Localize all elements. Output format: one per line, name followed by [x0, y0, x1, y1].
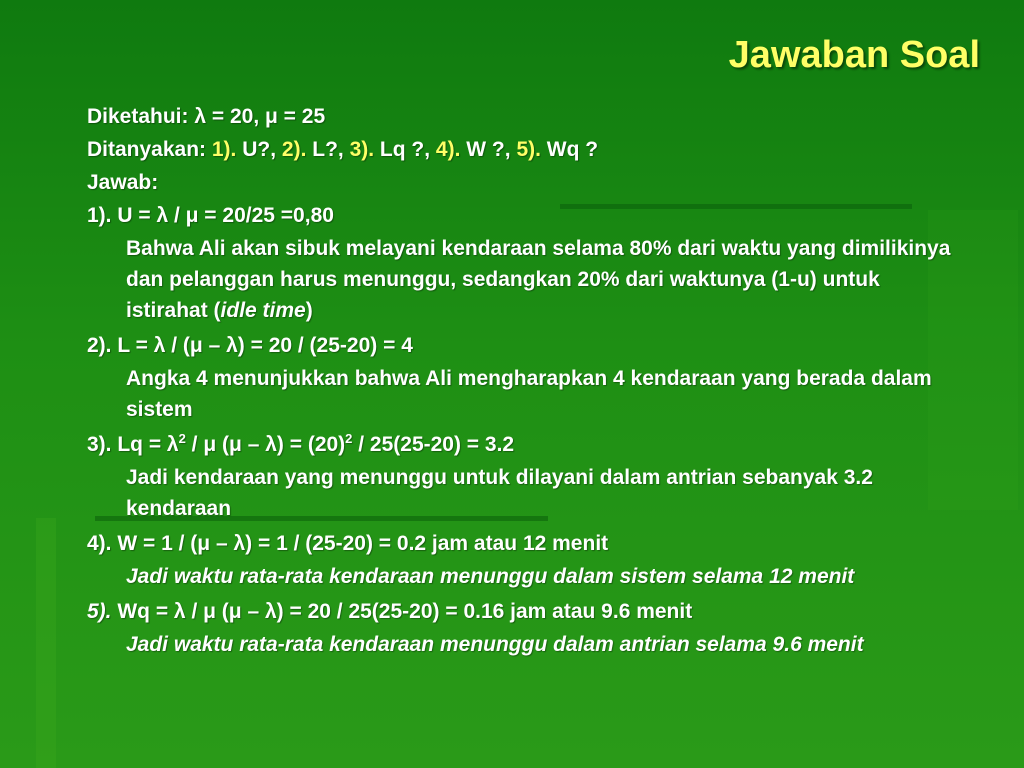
- answer-1-explanation: [87, 233, 967, 326]
- formula-part: Wq = λ / μ (μ – λ) = 20 / 25(25-20) = 0.16 jam atau 9.6 menit: [111, 600, 693, 623]
- question-text: Wq ?: [540, 138, 599, 161]
- formula-part: / μ (μ – λ) = (20): [185, 433, 346, 456]
- given-line: Diketahui: λ = 20, μ = 25: [87, 105, 326, 128]
- question-number: 4).: [435, 138, 461, 161]
- asked-line: [87, 133, 967, 166]
- question-number: 2).: [281, 138, 307, 161]
- answer-2-formula: 2). L = λ / (μ – λ) = 20 / (25-20) = 4: [87, 334, 413, 357]
- superscript: 2: [345, 431, 353, 446]
- question-number: 3).: [349, 138, 375, 161]
- question-number: 5).: [516, 138, 541, 161]
- asked-label: Ditanyakan:: [87, 138, 212, 161]
- answer-4-formula: 4). W = 1 / (μ – λ) = 1 / (25-20) = 0.2 jam atau 12 menit: [87, 532, 609, 555]
- answer-5-explanation: Jadi waktu rata-rata kendaraan menunggu dalam antrian selama 9.6 menit: [126, 633, 864, 656]
- decorative-block: [36, 518, 56, 768]
- explanation-text: Bahwa Ali akan sibuk melayani kendaraan selama 80% dari waktu yang dimilikinya dan pelanggan harus menunggu, sedangkan 20% dari waktunya (1-u) untuk istirahat (: [126, 237, 951, 322]
- question-text: W ?,: [460, 138, 517, 161]
- slide-body: [87, 100, 967, 663]
- answer-number: 5).: [87, 600, 112, 623]
- question-text: L?,: [306, 138, 350, 161]
- explanation-text: ): [305, 299, 313, 322]
- question-number: 1).: [211, 138, 237, 161]
- answer-3-explanation: Jadi kendaraan yang menunggu untuk dilayani dalam antrian sebanyak 3.2 kendaraan: [126, 466, 873, 520]
- answer-4-explanation: Jadi waktu rata-rata kendaraan menunggu dalam sistem selama 12 menit: [126, 565, 855, 588]
- answer-5-formula: [87, 595, 967, 628]
- answer-heading: Jawab:: [87, 171, 159, 194]
- formula-part: / 25(25-20) = 3.2: [352, 433, 515, 456]
- idle-time-term: idle time: [220, 299, 306, 322]
- answer-1-formula: 1). U = λ / μ = 20/25 =0,80: [87, 204, 334, 227]
- question-text: U?,: [236, 138, 282, 161]
- slide-title: Jawaban Soal: [728, 34, 980, 76]
- question-text: Lq ?,: [374, 138, 436, 161]
- answer-2-explanation: Angka 4 menunjukkan bahwa Ali mengharapkan 4 kendaraan yang berada dalam sistem: [126, 367, 932, 421]
- formula-part: 3). Lq = λ: [87, 433, 179, 456]
- answer-3-formula: [87, 428, 967, 461]
- superscript: 2: [178, 431, 186, 446]
